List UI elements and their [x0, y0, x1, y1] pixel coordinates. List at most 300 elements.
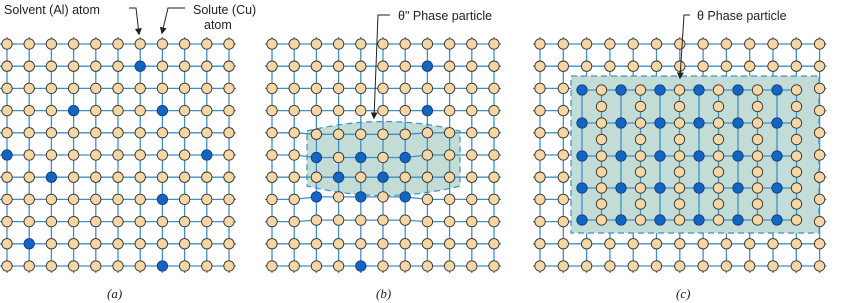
- solvent-atom: [311, 215, 321, 225]
- solvent-atom: [46, 83, 56, 93]
- solvent-atom: [791, 61, 801, 71]
- solute-atom: [202, 150, 212, 160]
- solvent-atom: [467, 105, 477, 115]
- solvent-atom: [791, 199, 801, 209]
- solvent-atom: [713, 118, 723, 128]
- solvent-atom: [135, 83, 145, 93]
- solvent-atom: [267, 216, 277, 226]
- caption-a: (a): [107, 286, 123, 301]
- solvent-atom: [24, 39, 34, 49]
- solvent-atom: [791, 101, 801, 111]
- solvent-atom: [311, 105, 321, 115]
- solvent-atom: [202, 105, 212, 115]
- solvent-atom: [651, 61, 661, 71]
- solvent-atom: [2, 172, 12, 182]
- solvent-atom: [289, 150, 299, 160]
- solvent-atom: [157, 172, 167, 182]
- solvent-atom: [752, 101, 762, 111]
- solvent-atom: [2, 239, 12, 249]
- solvent-atom: [68, 194, 78, 204]
- solvent-atom: [224, 105, 234, 115]
- solvent-atom: [489, 172, 499, 182]
- solvent-atom: [202, 261, 212, 271]
- solvent-atom: [713, 183, 723, 193]
- solvent-atom: [24, 261, 34, 271]
- solvent-atom: [444, 61, 454, 71]
- solvent-atom: [535, 194, 545, 204]
- solvent-atom: [289, 61, 299, 71]
- solvent-atom: [267, 128, 277, 138]
- solvent-atom: [267, 39, 277, 49]
- solvent-atom: [675, 61, 685, 71]
- solvent-atom: [814, 105, 824, 115]
- solvent-atom: [444, 105, 454, 115]
- solvent-atom: [179, 150, 189, 160]
- solvent-atom: [467, 239, 477, 249]
- solvent-atom: [2, 216, 12, 226]
- solvent-atom: [814, 194, 824, 204]
- solvent-atom: [202, 239, 212, 249]
- solvent-atom: [68, 239, 78, 249]
- solvent-atom: [2, 61, 12, 71]
- solvent-atom: [333, 239, 343, 249]
- solvent-atom: [68, 61, 78, 71]
- solvent-atom: [674, 183, 684, 193]
- solvent-atom: [675, 261, 685, 271]
- solvent-atom: [596, 183, 606, 193]
- solvent-atom: [489, 105, 499, 115]
- solvent-atom: [179, 128, 189, 138]
- solvent-atom: [46, 105, 56, 115]
- solvent-atom: [814, 83, 824, 93]
- solvent-atom: [628, 239, 638, 249]
- solvent-atom: [333, 129, 343, 139]
- solvent-atom: [356, 239, 366, 249]
- solvent-atom: [422, 128, 432, 138]
- solvent-atom: [605, 39, 615, 49]
- solvent-atom: [333, 105, 343, 115]
- solute-atom: [356, 152, 366, 162]
- solvent-atom: [721, 261, 731, 271]
- solvent-atom: [752, 151, 762, 161]
- solvent-atom: [24, 105, 34, 115]
- solute-atom: [577, 151, 587, 161]
- solute-atom: [694, 183, 704, 193]
- solvent-atom: [791, 151, 801, 161]
- solvent-atom: [628, 261, 638, 271]
- solvent-atom: [68, 216, 78, 226]
- solvent-atom: [356, 215, 366, 225]
- solvent-atom: [713, 199, 723, 209]
- solvent-atom: [157, 216, 167, 226]
- solvent-atom: [635, 134, 645, 144]
- solvent-atom: [224, 39, 234, 49]
- solvent-atom: [814, 216, 824, 226]
- solvent-atom: [333, 261, 343, 271]
- solvent-atom: [713, 101, 723, 111]
- solvent-atom: [91, 216, 101, 226]
- solvent-atom: [467, 172, 477, 182]
- solvent-atom: [356, 83, 366, 93]
- solvent-atom: [635, 167, 645, 177]
- solute-atom: [733, 85, 743, 95]
- solute-atom: [577, 85, 587, 95]
- solute-atom: [311, 152, 321, 162]
- solvent-atom: [400, 239, 410, 249]
- solvent-atom: [558, 172, 568, 182]
- solvent-atom: [489, 261, 499, 271]
- solvent-atom: [768, 261, 778, 271]
- solvent-atom: [651, 239, 661, 249]
- solute-atom: [655, 183, 665, 193]
- solute-atom: [616, 151, 626, 161]
- solvent-atom: [791, 183, 801, 193]
- solvent-atom: [752, 134, 762, 144]
- solvent-atom: [202, 39, 212, 49]
- solvent-atom: [535, 128, 545, 138]
- solvent-atom: [651, 39, 661, 49]
- solvent-atom: [713, 151, 723, 161]
- solvent-atom: [400, 83, 410, 93]
- solvent-atom: [378, 261, 388, 271]
- solvent-atom: [674, 85, 684, 95]
- solvent-atom: [378, 239, 388, 249]
- solute-atom: [400, 192, 410, 202]
- solvent-atom: [635, 101, 645, 111]
- solvent-atom: [467, 194, 477, 204]
- solvent-atom: [179, 194, 189, 204]
- panel-a-solid-solution: [0, 37, 236, 273]
- solvent-atom: [179, 261, 189, 271]
- solute-atom: [616, 183, 626, 193]
- solvent-atom: [467, 61, 477, 71]
- solute-atom: [694, 85, 704, 95]
- solvent-atom: [311, 129, 321, 139]
- solvent-atom: [2, 128, 12, 138]
- solvent-atom: [489, 216, 499, 226]
- theta-double-prime-label: θ" Phase particle: [398, 9, 493, 23]
- solvent-atom: [202, 128, 212, 138]
- solvent-atom: [814, 61, 824, 71]
- solute-atom: [311, 192, 321, 202]
- solvent-atom: [46, 194, 56, 204]
- solvent-atom: [267, 61, 277, 71]
- solvent-atom: [422, 239, 432, 249]
- solute-atom: [733, 151, 743, 161]
- solvent-atom: [422, 172, 432, 182]
- solute-atom: [422, 61, 432, 71]
- solvent-atom: [378, 215, 388, 225]
- solvent-atom: [581, 39, 591, 49]
- solvent-atom: [113, 261, 123, 271]
- solvent-atom: [814, 239, 824, 249]
- solvent-atom: [814, 261, 824, 271]
- solvent-atom: [752, 215, 762, 225]
- solvent-atom: [113, 83, 123, 93]
- solvent-atom: [356, 172, 366, 182]
- solvent-atom: [467, 150, 477, 160]
- solvent-atom: [68, 83, 78, 93]
- panel-b-theta-double-prime: [265, 37, 501, 273]
- solvent-atom: [400, 215, 410, 225]
- solvent-atom: [605, 261, 615, 271]
- solvent-atom: [745, 261, 755, 271]
- solvent-atom: [635, 85, 645, 95]
- solvent-atom: [378, 152, 388, 162]
- solute-atom-label-line1: Solute (Cu): [193, 3, 257, 17]
- solvent-atom: [444, 150, 454, 160]
- solvent-atom: [768, 61, 778, 71]
- solvent-atom: [605, 239, 615, 249]
- solvent-atom: [135, 105, 145, 115]
- solvent-atom: [814, 150, 824, 160]
- solvent-atom: [422, 216, 432, 226]
- solvent-atom: [467, 83, 477, 93]
- solvent-atom: [267, 261, 277, 271]
- solvent-atom: [224, 261, 234, 271]
- solvent-atom: [535, 105, 545, 115]
- solvent-atom: [674, 134, 684, 144]
- solvent-atom: [674, 151, 684, 161]
- solvent-atom: [558, 61, 568, 71]
- solvent-atom: [814, 172, 824, 182]
- solvent-atom: [135, 128, 145, 138]
- solvent-atom: [224, 61, 234, 71]
- solvent-atom: [378, 83, 388, 93]
- solvent-atom: [489, 194, 499, 204]
- solvent-atom: [558, 128, 568, 138]
- solvent-atom: [113, 150, 123, 160]
- solute-atom: [157, 194, 167, 204]
- solvent-atom: [68, 128, 78, 138]
- solvent-atom: [698, 261, 708, 271]
- solvent-atom: [444, 194, 454, 204]
- solvent-atom: [535, 261, 545, 271]
- solute-atom: [772, 151, 782, 161]
- solvent-atom: [289, 261, 299, 271]
- solvent-atom: [135, 150, 145, 160]
- solvent-atom: [113, 61, 123, 71]
- solvent-atom: [46, 61, 56, 71]
- solvent-atom: [179, 105, 189, 115]
- solvent-atom: [311, 239, 321, 249]
- solvent-atom: [558, 83, 568, 93]
- solvent-atom: [558, 105, 568, 115]
- solvent-atom: [378, 129, 388, 139]
- solvent-atom: [113, 128, 123, 138]
- solvent-atom: [581, 239, 591, 249]
- solvent-atom: [91, 39, 101, 49]
- solvent-atom: [558, 239, 568, 249]
- solute-atom: [24, 239, 34, 249]
- solvent-atom: [289, 172, 299, 182]
- solvent-atom: [422, 261, 432, 271]
- solvent-atom: [46, 128, 56, 138]
- solvent-atom: [596, 151, 606, 161]
- solvent-atom: [179, 83, 189, 93]
- solvent-atom: [333, 215, 343, 225]
- solvent-atom: [68, 261, 78, 271]
- solvent-atom: [752, 167, 762, 177]
- solvent-atom: [378, 192, 388, 202]
- solvent-atom: [444, 172, 454, 182]
- solute-atom: [772, 183, 782, 193]
- solute-atom: [577, 215, 587, 225]
- solvent-atom: [489, 239, 499, 249]
- solvent-atom: [333, 152, 343, 162]
- solvent-atom: [311, 83, 321, 93]
- solvent-atom: [791, 134, 801, 144]
- solute-atom: [655, 85, 665, 95]
- solvent-atom: [202, 172, 212, 182]
- solvent-atom: [135, 194, 145, 204]
- solvent-atom: [698, 61, 708, 71]
- solvent-atom: [596, 85, 606, 95]
- solvent-atom: [2, 194, 12, 204]
- solvent-atom: [113, 239, 123, 249]
- solvent-atom: [202, 61, 212, 71]
- solvent-atom: [311, 61, 321, 71]
- solute-atom: [733, 118, 743, 128]
- solvent-atom: [489, 83, 499, 93]
- solvent-atom: [113, 194, 123, 204]
- solvent-atom: [46, 150, 56, 160]
- solvent-atom: [535, 150, 545, 160]
- solute-leader-arrow: [162, 8, 185, 33]
- solute-atom: [655, 118, 665, 128]
- solvent-atom: [635, 118, 645, 128]
- solute-atom: [2, 150, 12, 160]
- solvent-atom: [721, 61, 731, 71]
- solvent-atom: [422, 150, 432, 160]
- solvent-atom: [289, 83, 299, 93]
- solvent-atom: [745, 239, 755, 249]
- solvent-atom: [91, 128, 101, 138]
- solvent-atom: [68, 39, 78, 49]
- solvent-atom: [596, 215, 606, 225]
- solvent-atom: [400, 129, 410, 139]
- solute-atom-label-line2: atom: [204, 18, 232, 32]
- solvent-atom: [467, 216, 477, 226]
- solvent-atom: [467, 261, 477, 271]
- solvent-atom: [558, 216, 568, 226]
- solvent-atom: [113, 39, 123, 49]
- solvent-atom: [674, 167, 684, 177]
- solute-atom: [157, 261, 167, 271]
- solvent-atom: [489, 150, 499, 160]
- solute-atom: [772, 215, 782, 225]
- solvent-atom: [651, 261, 661, 271]
- solvent-atom: [179, 216, 189, 226]
- solvent-atom: [674, 215, 684, 225]
- solvent-atom: [444, 39, 454, 49]
- solvent-atom: [752, 199, 762, 209]
- solvent-atom: [596, 134, 606, 144]
- caption-b: (b): [376, 286, 392, 301]
- solvent-atom: [267, 105, 277, 115]
- solvent-atom: [791, 85, 801, 95]
- solvent-atom: [635, 199, 645, 209]
- solvent-atom: [422, 194, 432, 204]
- solvent-atom: [674, 118, 684, 128]
- solvent-atom: [224, 216, 234, 226]
- solvent-atom: [135, 239, 145, 249]
- solvent-atom: [628, 39, 638, 49]
- solvent-atom: [2, 261, 12, 271]
- solvent-atom: [157, 83, 167, 93]
- solvent-atom: [791, 167, 801, 177]
- solvent-atom: [91, 194, 101, 204]
- solvent-atom: [400, 61, 410, 71]
- solvent-atom: [378, 61, 388, 71]
- solvent-atom: [224, 172, 234, 182]
- solvent-atom: [333, 39, 343, 49]
- solvent-atom: [489, 128, 499, 138]
- solvent-atom: [202, 83, 212, 93]
- solvent-atom: [535, 172, 545, 182]
- solvent-atom: [356, 105, 366, 115]
- solvent-atom: [333, 83, 343, 93]
- solvent-atom: [135, 172, 145, 182]
- solvent-atom: [135, 216, 145, 226]
- solute-atom: [157, 105, 167, 115]
- solvent-atom: [113, 172, 123, 182]
- caption-c: (c): [676, 286, 691, 301]
- solvent-atom: [675, 39, 685, 49]
- solvent-atom: [558, 194, 568, 204]
- solvent-atom: [24, 172, 34, 182]
- solvent-atom: [333, 61, 343, 71]
- solvent-atom: [698, 39, 708, 49]
- solvent-atom: [791, 118, 801, 128]
- solvent-atom: [489, 39, 499, 49]
- solvent-atom: [596, 101, 606, 111]
- solvent-atom: [356, 129, 366, 139]
- solute-atom: [733, 215, 743, 225]
- solvent-atom: [535, 239, 545, 249]
- solvent-atom: [157, 239, 167, 249]
- solvent-atom: [400, 105, 410, 115]
- solvent-atom: [202, 194, 212, 204]
- solvent-atom: [444, 83, 454, 93]
- solvent-atom: [535, 61, 545, 71]
- solvent-atom: [444, 216, 454, 226]
- solvent-atom: [157, 128, 167, 138]
- solvent-atom: [791, 239, 801, 249]
- solvent-atom: [745, 61, 755, 71]
- solvent-atom: [400, 261, 410, 271]
- solvent-atom: [267, 150, 277, 160]
- solvent-atom: [558, 39, 568, 49]
- solvent-atom: [791, 39, 801, 49]
- solvent-atom: [289, 194, 299, 204]
- solvent-atom: [635, 183, 645, 193]
- solvent-atom: [752, 183, 762, 193]
- solute-atom: [655, 215, 665, 225]
- solvent-atom: [46, 216, 56, 226]
- solvent-atom: [91, 83, 101, 93]
- solvent-atom: [596, 199, 606, 209]
- theta-phase-label: θ Phase particle: [697, 9, 787, 23]
- solvent-atom: [224, 239, 234, 249]
- solvent-atom: [24, 216, 34, 226]
- solvent-atom: [768, 39, 778, 49]
- solvent-atom: [157, 39, 167, 49]
- solvent-atom: [675, 239, 685, 249]
- solute-atom: [616, 85, 626, 95]
- solute-atom: [46, 172, 56, 182]
- solvent-atom: [378, 105, 388, 115]
